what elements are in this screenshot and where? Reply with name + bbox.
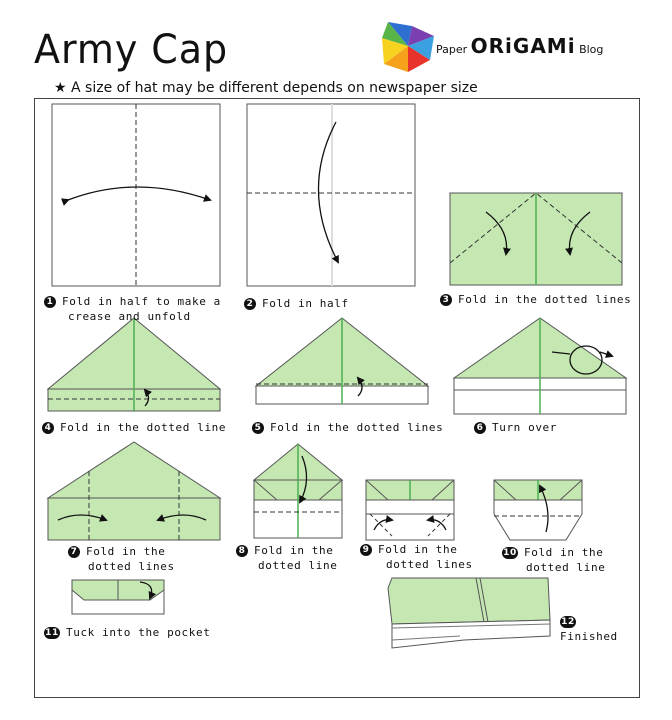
step-2-caption — [244, 296, 349, 311]
step-9-figure — [366, 480, 454, 540]
step-3-number: 3 — [440, 294, 452, 306]
step-5-number: 5 — [252, 422, 264, 434]
step-3-figure — [450, 193, 622, 285]
step-5-line1: Fold in the dotted lines — [270, 421, 444, 434]
step-9-number: 9 — [360, 544, 372, 556]
step-10-figure — [494, 480, 582, 540]
step-11-number: 11 — [45, 628, 59, 638]
step-6-number: 6 — [474, 422, 486, 434]
step-7-number: 7 — [68, 546, 80, 558]
step-7-line1: Fold in the — [86, 545, 166, 558]
step-8-caption — [236, 543, 337, 573]
step-1-line2: crease and unfold — [68, 310, 191, 323]
step-10-caption — [502, 545, 605, 575]
step-5-caption — [252, 420, 443, 435]
step-4-caption — [42, 420, 226, 435]
step-10-line2: dotted line — [526, 561, 606, 574]
step-1-line1: Fold in half to make a — [62, 295, 221, 308]
step-5-figure — [256, 318, 428, 404]
step-6-figure — [454, 318, 626, 414]
step-1-number: 1 — [44, 296, 56, 308]
step-12-figure — [388, 578, 550, 648]
step-8-line2: dotted line — [258, 559, 338, 572]
star-icon: ★ — [54, 80, 67, 96]
step-2-figure — [247, 104, 415, 286]
step-4-line1: Fold in the dotted line — [60, 421, 227, 434]
step-12-line1: Finished — [560, 630, 618, 643]
step-9-caption — [360, 542, 473, 572]
step-11-caption — [44, 625, 210, 640]
step-4-number: 4 — [42, 422, 54, 434]
step-1-caption — [44, 294, 221, 324]
step-6-caption — [474, 420, 557, 435]
step-11-line1: Tuck into the pocket — [66, 626, 211, 639]
step-4-figure — [48, 318, 220, 411]
step-7-line2: dotted lines — [88, 560, 175, 573]
logo-prefix: Paper — [436, 43, 468, 56]
page-title: Army Cap — [34, 27, 229, 73]
logo-suffix: Blog — [579, 43, 604, 56]
step-8-line1: Fold in the — [254, 544, 334, 557]
subtitle-text: A size of hat may be different depends on newspaper size — [71, 80, 478, 96]
step-6-line1: Turn over — [492, 421, 558, 434]
step-11-figure — [72, 580, 164, 614]
step-8-figure — [254, 444, 342, 538]
step-9-line2: dotted lines — [386, 558, 473, 571]
step-7-figure — [48, 442, 220, 540]
step-9-line1: Fold in the — [378, 543, 458, 556]
step-12-caption — [560, 614, 618, 644]
step-10-number: 10 — [503, 548, 517, 558]
step-10-line1: Fold in the — [524, 546, 604, 559]
step-3-caption — [440, 292, 631, 307]
step-12-number: 12 — [561, 617, 575, 627]
step-1-figure — [52, 104, 220, 286]
step-2-line1: Fold in half — [262, 297, 349, 310]
logo-brand: ORiGAMi — [470, 34, 576, 58]
step-8-number: 8 — [236, 545, 248, 557]
step-2-number: 2 — [244, 298, 256, 310]
step-7-caption — [68, 544, 175, 574]
step-3-line1: Fold in the dotted lines — [458, 293, 632, 306]
